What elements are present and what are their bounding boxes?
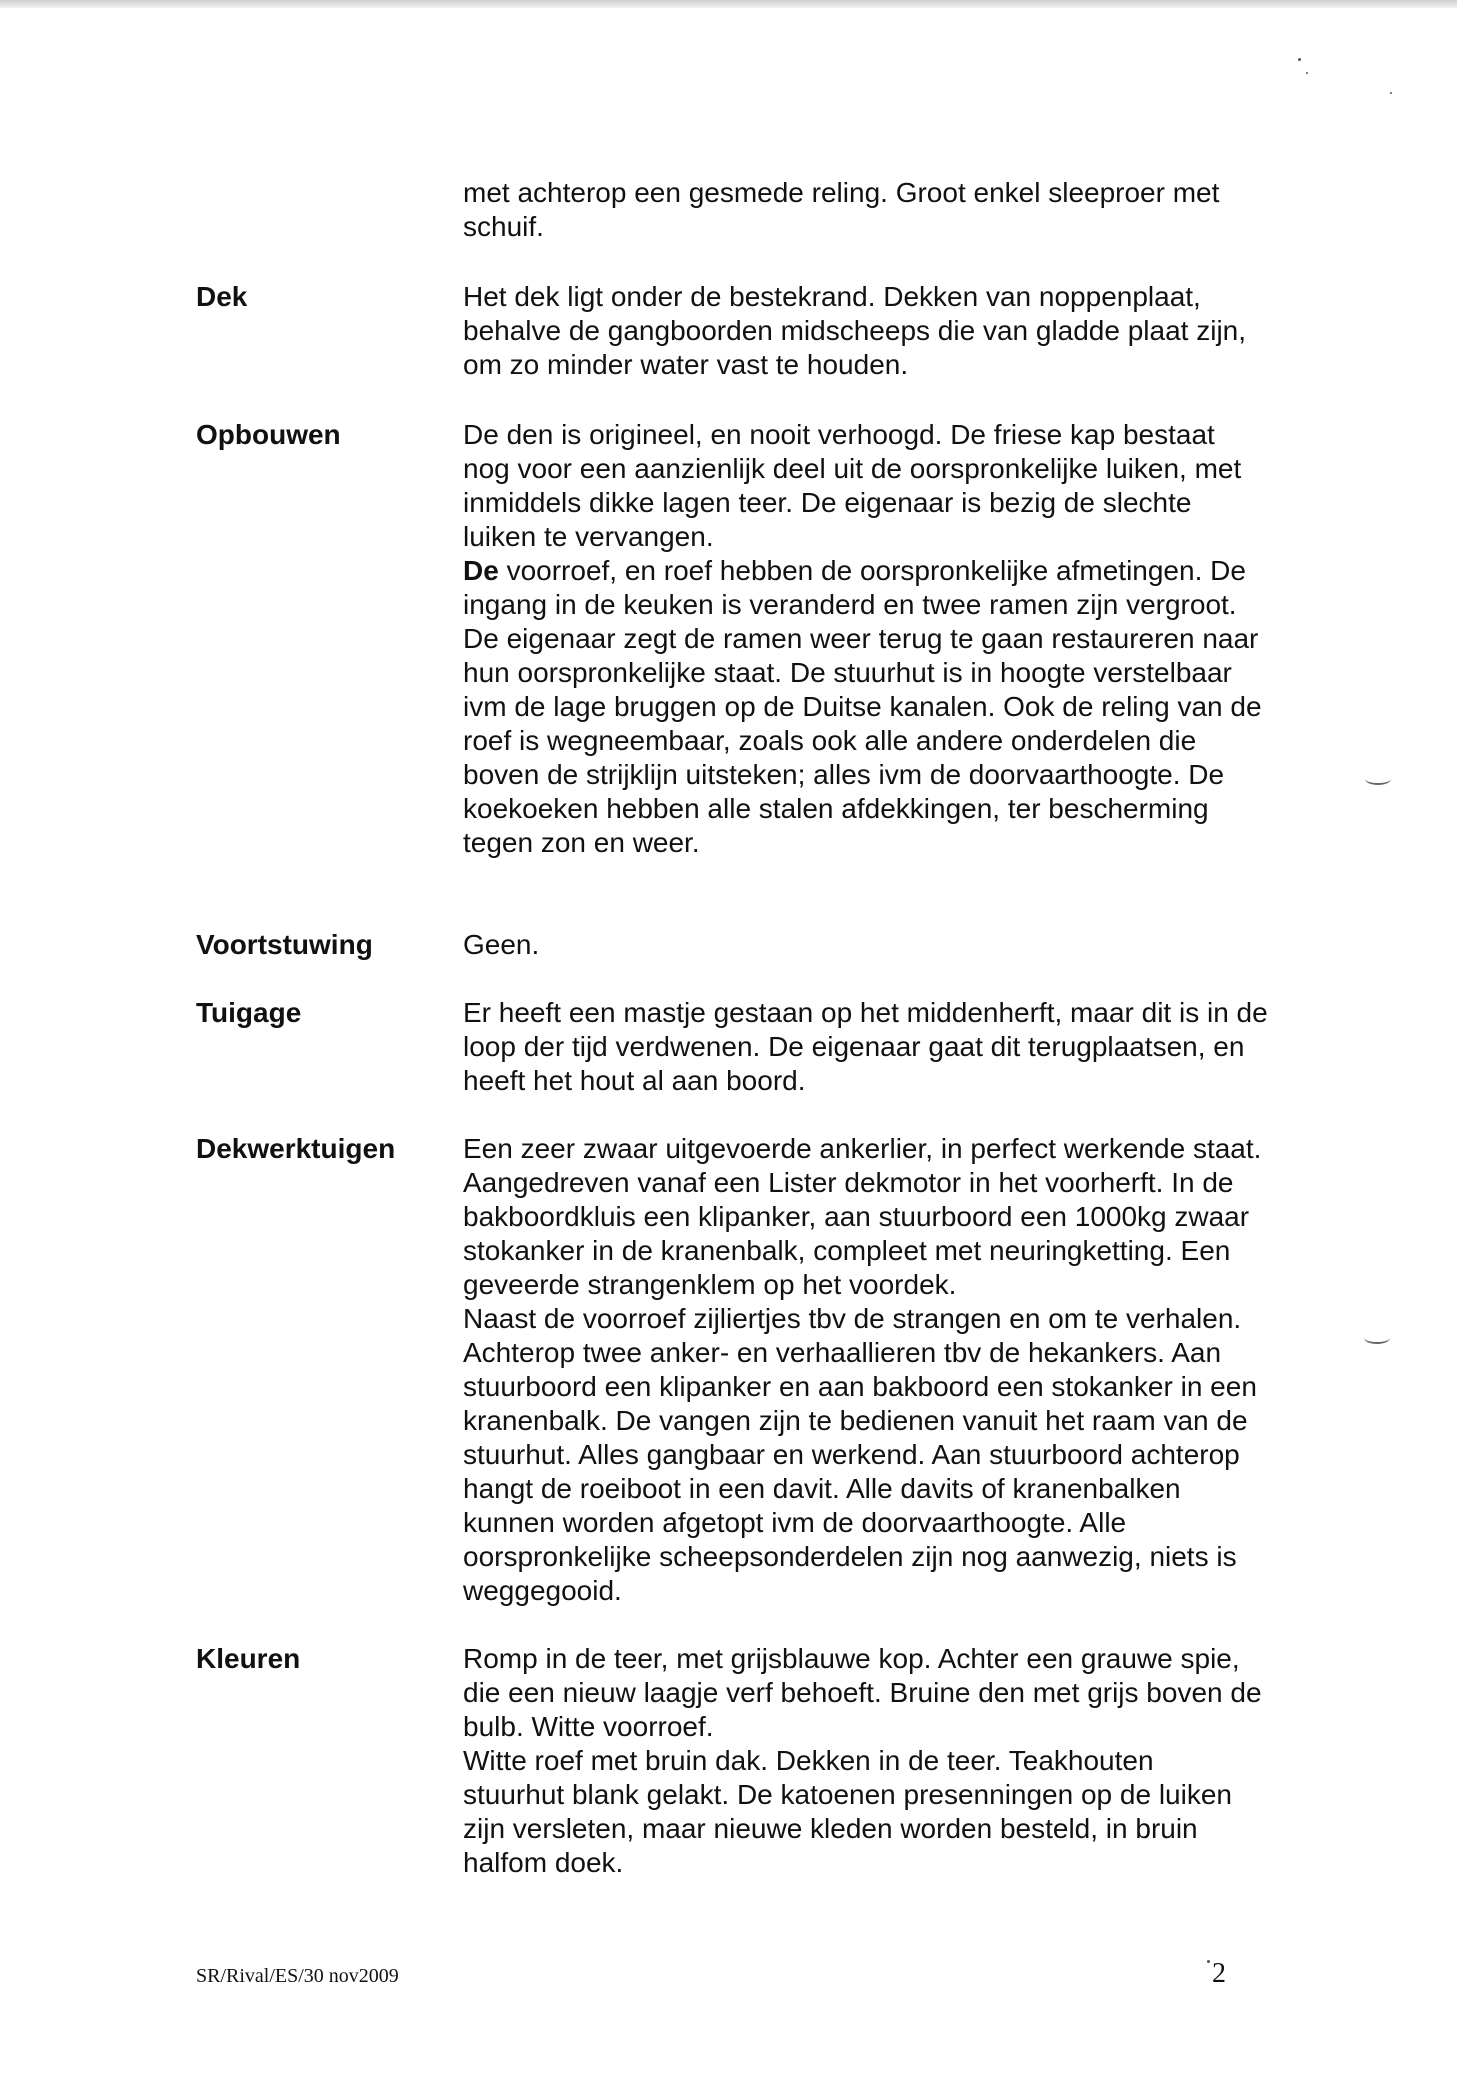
section-label: Opbouwen [196, 419, 341, 450]
section-kleuren [196, 1642, 1346, 1880]
section-text [463, 418, 1333, 860]
section-label: Dekwerktuigen [196, 1133, 396, 1164]
section-dekwerktuigen [196, 1132, 1346, 1608]
scan-top-edge [0, 0, 1457, 8]
section-voortstuwing [196, 928, 1346, 962]
section-label: Tuigage [196, 997, 302, 1028]
section-opbouwen [196, 418, 1346, 860]
scan-speck [1207, 1960, 1210, 1963]
section-text-part: De den is origineel, en nooit verhoogd. De friese kap bestaat nog voor een aanzienlijk deel uit de oorspronkelijke luiken, met inmiddels dikke lagen teer. De eigenaar is bezig de slechte luiken te vervangen. [463, 419, 1242, 552]
document-body [196, 176, 1346, 1880]
section-text-part: voorroef, en roef hebben de oorspronkelijke afmetingen. De ingang in de keuken is veranderd en twee ramen zijn vergroot. De eigenaar zegt de ramen weer terug te gaan restaureren naar hun oorspronkelijke staat. De stuurhut is in hoogte verstelbaar ivm de lage bruggen op de Duitse kanalen. Ook de reling van de roef is wegneembaar, zoals ook alle andere onderdelen die boven de strijklijn uitsteken; alles ivm de doorvaarthoogte. De koekoeken hebben alle stalen afdekkingen, ter bescherming tegen zon en weer. [463, 555, 1262, 858]
section-text: Het dek ligt onder de bestekrand. Dekken van noppenplaat, behalve de gangboorden midscheeps die van gladde plaat zijn, om zo minder water vast te houden. [463, 281, 1247, 380]
page-number: 2 [1212, 1958, 1226, 1989]
continued-paragraph: met achterop een gesmede reling. Groot enkel sleeproer met schuif. [463, 177, 1220, 242]
scan-mark [1365, 773, 1391, 785]
section-text: Geen. [463, 929, 540, 960]
footer-reference: SR/Rival/ES/30 nov2009 [196, 1965, 399, 1987]
section-label: Voortstuwing [196, 929, 373, 960]
section-text: Romp in de teer, met grijsblauwe kop. Achter een grauwe spie, die een nieuw laagje verf behoeft. Bruine den met grijs boven de bulb. Witte voorroef. Witte roef met bruin dak. Dekken in de teer. Teakhouten stuurhut blank gelakt. De katoenen presenningen op de luiken zijn versleten, maar nieuwe kleden worden besteld, in bruin halfom doek. [463, 1643, 1262, 1878]
scan-speck [1306, 72, 1308, 74]
scan-mark [1364, 1332, 1390, 1344]
scan-speck [1298, 58, 1301, 61]
bold-lead-word: De [463, 555, 499, 586]
section-text: Een zeer zwaar uitgevoerde ankerlier, in perfect werkende staat. Aangedreven vanaf een Lister dekmotor in het voorherft. In de bakboordkluis een klipanker, aan stuurboord een 1000kg zwaar stokanker in de kranenbalk, compleet met neuringketting. Een geveerde strangenklem op het voordek. Naast de voorroef zijliertjes tbv de strangen en om te verhalen. Achterop twee anker- en verhaallieren tbv de hekankers. Aan stuurboord een klipanker en aan bakboord een stokanker in een kranenbalk. De vangen zijn te bedienen vanuit het raam van de stuurhut. Alles gangbaar en werkend. Aan stuurboord achterop hangt de roeiboot in een davit. Alle davits of kranenbalken kunnen worden afgetopt ivm de doorvaarthoogte. Alle oorspronkelijke scheepsonderdelen zijn nog aanwezig, niets is weggegooid. [463, 1133, 1262, 1606]
section-label: Kleuren [196, 1643, 301, 1674]
scan-speck [1390, 92, 1392, 94]
section-text: Er heeft een mastje gestaan op het middenherft, maar dit is in de loop der tijd verdwenen. De eigenaar gaat dit terugplaatsen, en heeft het hout al aan boord. [463, 997, 1268, 1096]
section-tuigage [196, 996, 1346, 1098]
section-dek [196, 280, 1346, 382]
section-label: Dek [196, 281, 248, 312]
